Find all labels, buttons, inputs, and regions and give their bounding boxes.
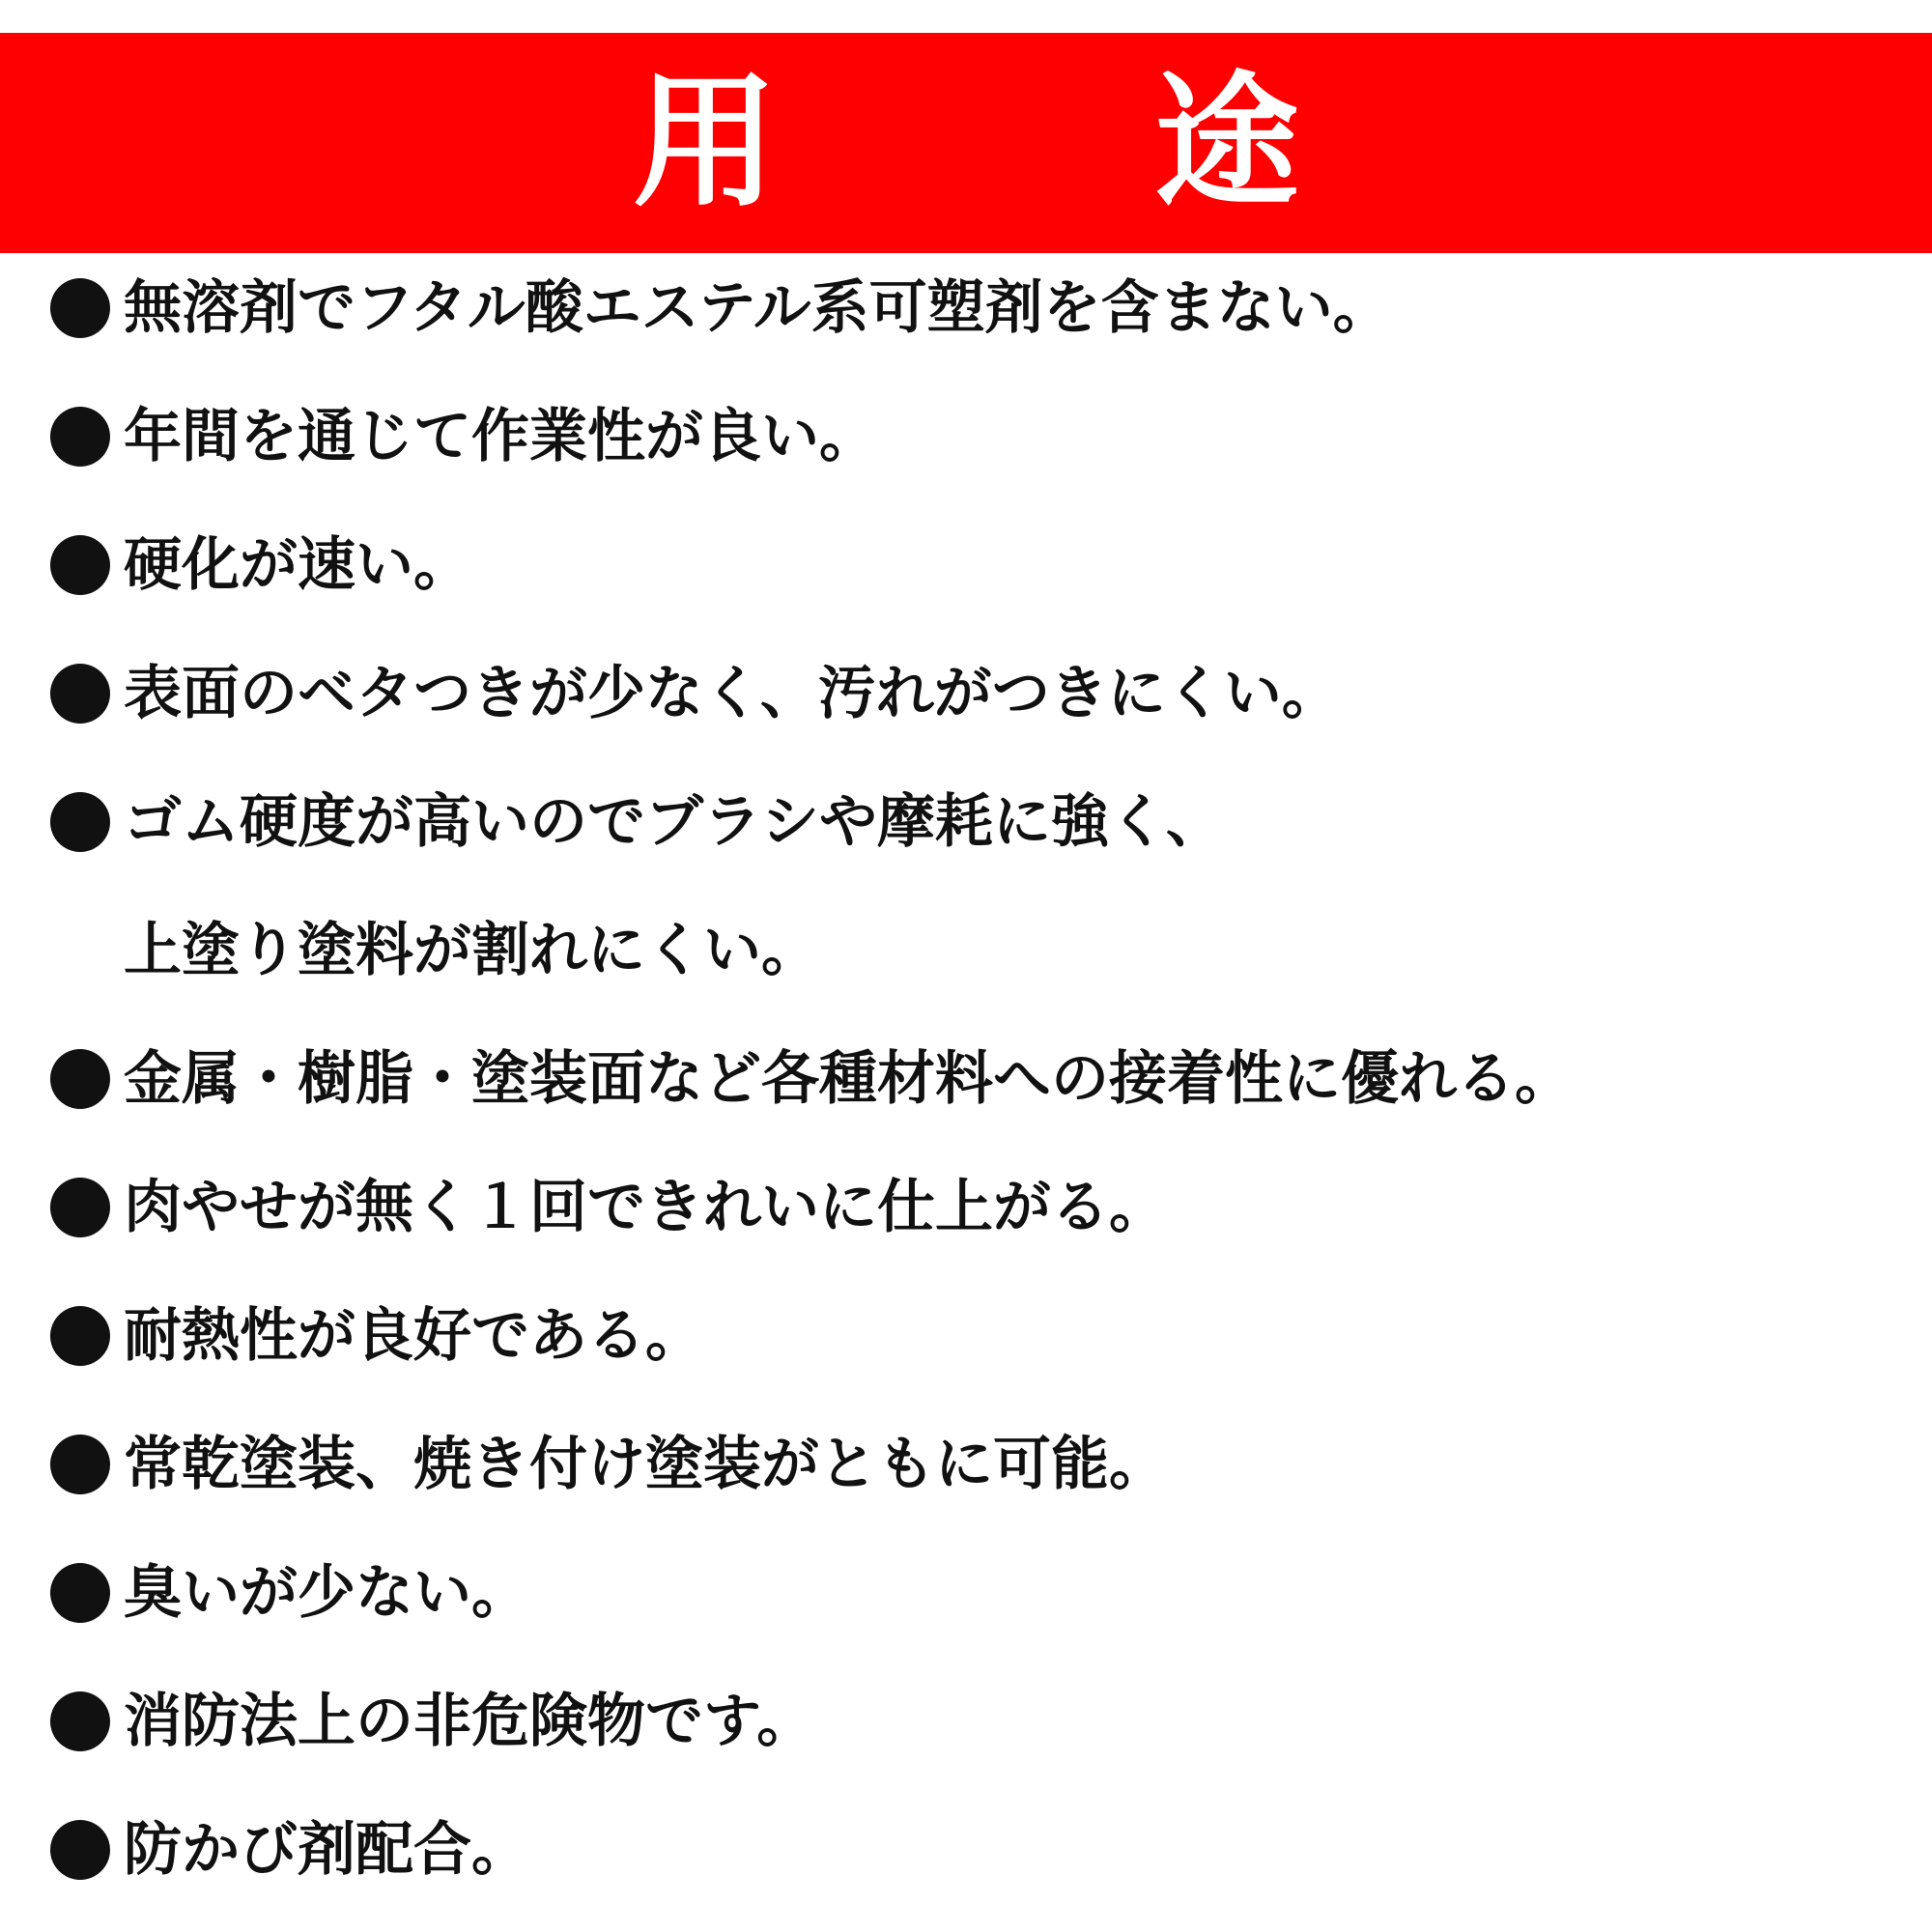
bullet-icon [50,793,124,851]
feature-item [50,1559,1924,1627]
feature-text: 金属・樹脂・塗装面など各種材料への接着性に優れる。 [124,1045,1573,1113]
feature-item [50,274,1924,342]
bullet-icon [50,536,124,594]
feature-item [50,531,1924,599]
feature-text: 耐熱性が良好である。 [124,1302,703,1370]
feature-text: 臭いが少ない。 [124,1559,529,1627]
bullet-icon [50,408,124,466]
feature-item [50,660,1924,727]
feature-item [50,788,1924,984]
feature-item [50,1174,1924,1241]
bullet-icon [50,1821,124,1879]
feature-item [50,1688,1924,1755]
feature-text: 肉やせが無く１回できれいに仕上がる。 [124,1174,1167,1241]
feature-text-continued: 上塗り塗料が割れにくい。 [124,917,819,984]
feature-text: 防かび剤配合。 [124,1816,529,1884]
bullet-icon [50,1307,124,1365]
feature-text: 消防法上の非危険物です。 [124,1688,815,1755]
title-banner [0,33,1932,253]
bullet-icon [50,1564,124,1622]
feature-item [50,1302,1924,1370]
feature-text: ゴム硬度が高いのでブラシや摩耗に強く、 [124,788,1224,856]
feature-text: 年間を通じて作業性が良い。 [124,403,877,470]
feature-item [50,1431,1924,1498]
feature-text: 硬化が速い。 [124,531,471,599]
bullet-icon [50,1692,124,1750]
bullet-icon [50,1179,124,1236]
bullet-icon [50,1435,124,1493]
feature-text: 常乾塗装、焼き付け塗装がともに可能。 [124,1431,1167,1498]
page-title: 用 途 [632,59,1415,227]
feature-text: 無溶剤でフタル酸エステル系可塑剤を含まない。 [124,274,1391,342]
feature-text: 表面のベタつきが少なく、汚れがつきにくい。 [124,660,1340,727]
bullet-icon [50,279,124,337]
feature-item [50,1045,1924,1113]
bullet-icon [50,1050,124,1108]
feature-list [50,274,1924,1884]
feature-item [50,1816,1924,1884]
bullet-icon [50,665,124,723]
feature-item [50,403,1924,470]
